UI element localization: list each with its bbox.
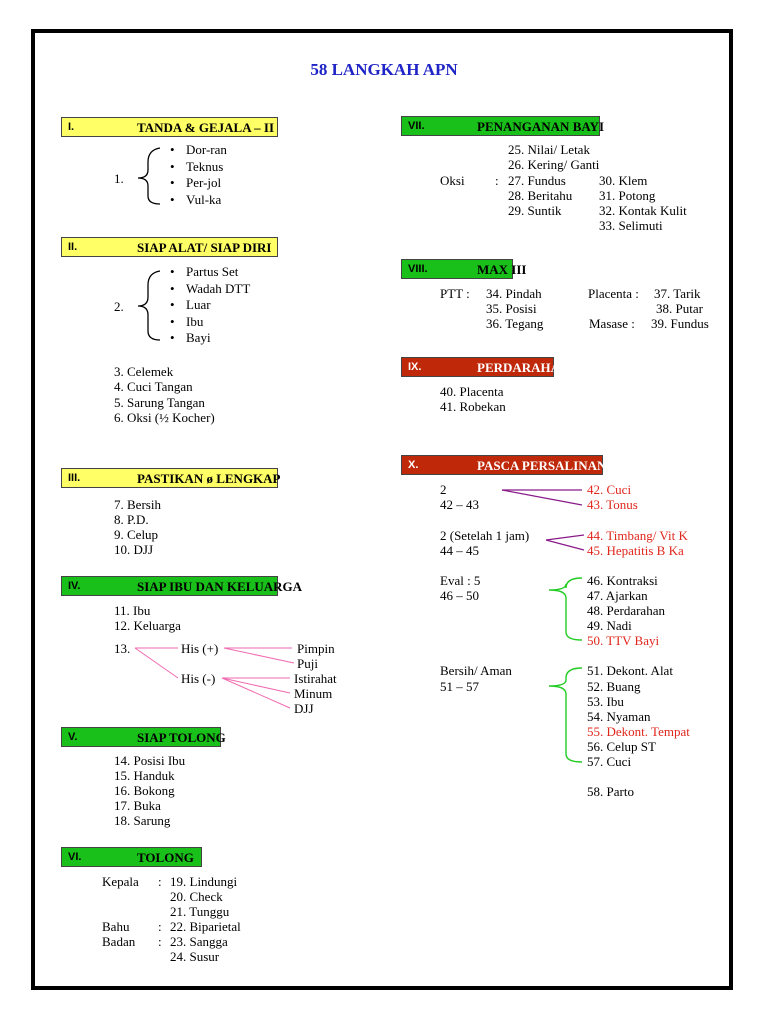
- step-row: 47. Ajarkan: [587, 588, 648, 603]
- step-row: 51. Dekont. Alat: [587, 663, 673, 678]
- brace-1: [138, 148, 160, 204]
- step-row: 20. Check: [170, 889, 223, 904]
- step-row: 44. Timbang/ Vit K: [587, 528, 688, 543]
- his-item: Minum: [294, 686, 333, 701]
- step-2-list: [170, 264, 250, 347]
- masase-label: Masase :: [589, 316, 635, 331]
- step-row: 56. Celup ST: [587, 739, 656, 754]
- step-row: 40. Placenta: [440, 384, 504, 399]
- page-title: 58 LANGKAH APN: [310, 60, 458, 79]
- step-row: 32. Kontak Kulit: [599, 203, 687, 218]
- step-row: 53. Ibu: [587, 694, 624, 709]
- step-row: 28. Beritahu: [508, 188, 573, 203]
- step-row: 4. Cuci Tangan: [114, 379, 193, 394]
- list-item: • Luar: [170, 297, 250, 314]
- group-4-a: Bersih/ Aman: [440, 663, 512, 678]
- step-row: 50. TTV Bayi: [587, 633, 660, 648]
- step-row: 34. Pindah: [486, 286, 542, 301]
- group-2-a: 2 (Setelah 1 jam): [440, 528, 530, 543]
- placenta-label: Placenta :: [588, 286, 639, 301]
- group-4-b: 51 – 57: [440, 679, 479, 694]
- step-row: 31. Potong: [599, 188, 656, 203]
- his-item: Istirahat: [294, 671, 337, 686]
- step-13-label: 13.: [114, 641, 131, 656]
- step-row: 41. Robekan: [440, 399, 506, 414]
- section-header-3: III. PASTIKAN ø LENGKAP: [61, 468, 278, 488]
- step-row: 14. Posisi Ibu: [114, 753, 186, 768]
- list-item: • Per-jol: [170, 175, 227, 192]
- step-row: 12. Keluarga: [114, 618, 181, 633]
- step-row: 15. Handuk: [114, 768, 175, 783]
- step-2-label: 2.: [114, 299, 124, 314]
- step-row: 37. Tarik: [654, 286, 701, 301]
- group-3-b: 46 – 50: [440, 588, 479, 603]
- group-3-a: Eval : 5: [440, 573, 481, 588]
- his-item: Puji: [297, 656, 318, 671]
- section-header-10: X. PASCA PERSALINAN: [401, 455, 603, 475]
- his-negative: His (-): [181, 671, 216, 686]
- step-row: 33. Selimuti: [599, 218, 663, 233]
- step-row: 27. Fundus: [508, 173, 566, 188]
- step-row: 38. Putar: [656, 301, 703, 316]
- step-row: 43. Tonus: [587, 497, 638, 512]
- step-row: 22. Biparietal: [170, 919, 241, 934]
- section-header-1: I. TANDA & GEJALA – II: [61, 117, 278, 137]
- oksi-label: Oksi: [440, 173, 465, 188]
- list-item: • Ibu: [170, 314, 250, 331]
- section-header-8: VIII. MAX III: [401, 259, 513, 279]
- step-1-list: [170, 142, 227, 208]
- list-item: • Partus Set: [170, 264, 250, 281]
- step-row: 11. Ibu: [114, 603, 151, 618]
- his-item: Pimpin: [297, 641, 335, 656]
- step-row: 55. Dekont. Tempat: [587, 724, 690, 739]
- group-1-a: 2: [440, 482, 447, 497]
- his-positive: His (+): [181, 641, 219, 656]
- step-row: 8. P.D.: [114, 512, 149, 527]
- step-row: 48. Perdarahan: [587, 603, 665, 618]
- step-row: 54. Nyaman: [587, 709, 651, 724]
- step-row: 16. Bokong: [114, 783, 175, 798]
- colon: :: [495, 173, 499, 188]
- list-item: • Bayi: [170, 330, 250, 347]
- bahu-label: Bahu: [102, 919, 130, 934]
- group-1-b: 42 – 43: [440, 497, 479, 512]
- step-row: 26. Kering/ Ganti: [508, 157, 600, 172]
- list-item: • Vul-ka: [170, 192, 227, 209]
- step-row: 39. Fundus: [651, 316, 709, 331]
- green-braces: [549, 578, 582, 762]
- his-item: DJJ: [294, 701, 314, 716]
- kepala-label: Kepala: [102, 874, 139, 889]
- step-row: 5. Sarung Tangan: [114, 395, 205, 410]
- step-1-label: 1.: [114, 171, 124, 186]
- step-row: 6. Oksi (½ Kocher): [114, 410, 215, 425]
- list-item: • Dor-ran: [170, 142, 227, 159]
- section-header-9: IX. PERDARAHAN: [401, 357, 554, 377]
- step-row: 42. Cuci: [587, 482, 632, 497]
- step-row: 17. Buka: [114, 798, 161, 813]
- section-header-6: VI. TOLONG: [61, 847, 202, 867]
- step-row: 30. Klem: [599, 173, 648, 188]
- step-row: 35. Posisi: [486, 301, 537, 316]
- step-row: 23. Sangga: [170, 934, 228, 949]
- colon: :: [158, 874, 162, 889]
- step-row: 25. Nilai/ Letak: [508, 142, 590, 157]
- badan-label: Badan: [102, 934, 136, 949]
- step-row: 7. Bersih: [114, 497, 161, 512]
- group-2-b: 44 – 45: [440, 543, 479, 558]
- ptt-label: PTT :: [440, 286, 470, 301]
- section-header-5: V. SIAP TOLONG: [61, 727, 221, 747]
- step-row: 36. Tegang: [486, 316, 544, 331]
- section-header-7: VII. PENANGANAN BAYI: [401, 116, 600, 136]
- step-row: 52. Buang: [587, 679, 641, 694]
- step-row: 57. Cuci: [587, 754, 632, 769]
- section-header-4: IV. SIAP IBU DAN KELUARGA: [61, 576, 278, 596]
- list-item: • Teknus: [170, 159, 227, 176]
- step-row: 19. Lindungi: [170, 874, 238, 889]
- step-row: 9. Celup: [114, 527, 159, 542]
- colon: :: [158, 934, 162, 949]
- section-header-2: II. SIAP ALAT/ SIAP DIRI: [61, 237, 278, 257]
- step-row: 24. Susur: [170, 949, 220, 964]
- step-row: 18. Sarung: [114, 813, 171, 828]
- step-row: 46. Kontraksi: [587, 573, 658, 588]
- step-row: 49. Nadi: [587, 618, 632, 633]
- step-row: 21. Tunggu: [170, 904, 230, 919]
- colon: :: [158, 919, 162, 934]
- step-row: 3. Celemek: [114, 364, 174, 379]
- step-row: 45. Hepatitis B Ka: [587, 543, 684, 558]
- step-row: 29. Suntik: [508, 203, 562, 218]
- step-row: 10. DJJ: [114, 542, 154, 557]
- brace-2: [138, 271, 160, 340]
- step-row-last: 58. Parto: [587, 784, 634, 799]
- list-item: • Wadah DTT: [170, 281, 250, 298]
